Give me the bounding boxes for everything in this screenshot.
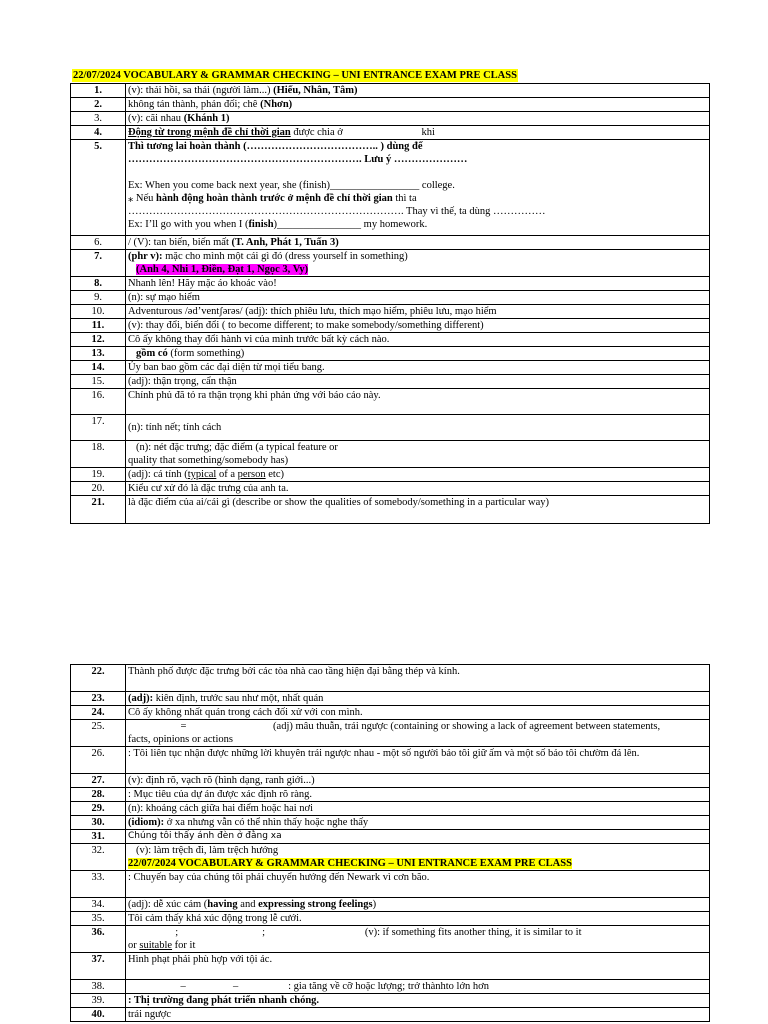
row-number: 14. xyxy=(71,361,126,375)
row-content: Hình phạt phải phù hợp với tội ác. xyxy=(126,953,710,980)
name-highlight: (Anh 4, Nhi 1, Điền, Đạt 1, Ngọc 3, Vy) xyxy=(136,264,309,275)
row-content xyxy=(126,926,710,953)
row-content: Tôi cảm thấy khá xúc động trong lễ cưới. xyxy=(126,912,710,926)
content-line: (v): làm trệch đi, làm trệch hướng xyxy=(136,845,279,856)
row-number: 29. xyxy=(71,802,126,816)
row-content xyxy=(126,140,710,236)
row-number: 39. xyxy=(71,994,126,1008)
repeated-title: 22/07/2024 VOCABULARY & GRAMMAR CHECKING – UNI ENTRANCE EXAM PRE CLASS xyxy=(128,858,572,869)
row-number: 35. xyxy=(71,912,126,926)
row-content xyxy=(126,441,710,468)
row-number: 32. xyxy=(71,844,126,871)
row-number: 15. xyxy=(71,375,126,389)
row-content xyxy=(126,720,710,747)
row-number: 25. xyxy=(71,720,126,747)
row-number: 24. xyxy=(71,706,126,720)
content-line: ; ; (v): if something fits another thing, it is similar to it xyxy=(128,927,582,938)
row-content: : Thị trường đang phát triển nhanh chóng. xyxy=(126,994,710,1008)
row-content: – – : gia tăng về cỡ hoặc lượng; trở thànhto lớn hơn xyxy=(126,980,710,994)
row-number: 38. xyxy=(71,980,126,994)
row-number: 9. xyxy=(71,291,126,305)
content-line: ……………………………………………………………………. Thay vì thế, ta dùng …………… xyxy=(128,206,546,217)
row-content: Thành phố được đặc trưng bởi các tòa nhà cao tầng hiện đại bằng thép và kính. xyxy=(126,665,710,692)
row-number: 8. xyxy=(71,277,126,291)
row-number: 1. xyxy=(71,84,126,98)
row-content: (v): định rõ, vạch rõ (hình dạng, ranh giới...) xyxy=(126,774,710,788)
row-number: 17. xyxy=(71,415,126,441)
row-content: (adj): kiên định, trước sau như một, nhất quán xyxy=(126,692,710,706)
row-number: 3. xyxy=(71,112,126,126)
row-number: 22. xyxy=(71,665,126,692)
row-number: 7. xyxy=(71,250,126,277)
row-content: (adj): thận trọng, cẩn thận xyxy=(126,375,710,389)
row-number: 13. xyxy=(71,347,126,361)
row-number: 30. xyxy=(71,816,126,830)
row-number: 37. xyxy=(71,953,126,980)
row-content: Nhanh lên! Hãy mặc áo khoác vào! xyxy=(126,277,710,291)
vocab-table-1 xyxy=(70,83,710,524)
content-line: or suitable for it xyxy=(128,940,196,951)
row-number: 5. xyxy=(71,140,126,236)
row-content xyxy=(126,844,710,871)
content-line: (n): nét đặc trưng; đặc điểm (a typical feature or xyxy=(136,442,338,453)
row-content: là đặc điểm của ai/cái gì (describe or show the qualities of somebody/something in a particular way) xyxy=(126,496,710,524)
row-number: 12. xyxy=(71,333,126,347)
content-line: Ex: When you come back next year, she (finish)_________________ college. xyxy=(128,180,455,191)
row-number: 2. xyxy=(71,98,126,112)
row-number: 36. xyxy=(71,926,126,953)
row-number: 10. xyxy=(71,305,126,319)
row-content: gồm có (form something) xyxy=(126,347,710,361)
row-content: trái ngược xyxy=(126,1008,710,1022)
row-number: 27. xyxy=(71,774,126,788)
row-number: 40. xyxy=(71,1008,126,1022)
content-line: quality that something/somebody has) xyxy=(128,455,289,466)
row-number: 19. xyxy=(71,468,126,482)
row-content: Chúng tôi thấy ánh đèn ở đằng xa xyxy=(126,830,710,844)
row-number: 33. xyxy=(71,871,126,898)
row-content: Chính phủ đã tỏ ra thận trọng khi phản ứng với báo cáo này. xyxy=(126,389,710,415)
row-content: / (V): tan biến, biến mất (T. Anh, Phát 1, Tuấn 3) xyxy=(126,236,710,250)
row-content: Adventurous /əd’ventʃərəs/ (adj): thích phiêu lưu, thích mạo hiểm, phiêu lưu, mạo hiểm xyxy=(126,305,710,319)
row-number: 4. xyxy=(71,126,126,140)
row-number: 16. xyxy=(71,389,126,415)
row-content: không tán thành, phản đối; chê (Nhơn) xyxy=(126,98,710,112)
content-line: facts, opinions or actions xyxy=(128,734,233,745)
row-number: 26. xyxy=(71,747,126,774)
row-content: Kiểu cư xử đó là đặc trưng của anh ta. xyxy=(126,482,710,496)
row-content: : Mục tiêu của dự án được xác định rõ ràng. xyxy=(126,788,710,802)
row-content: (n): tính nết; tính cách xyxy=(126,415,710,441)
row-number: 20. xyxy=(71,482,126,496)
row-content: : Chuyến bay của chúng tôi phải chuyển hướng đến Newark vì cơn bão. xyxy=(126,871,710,898)
row-content: Động từ trong mệnh đề chỉ thời gian được chia ở khi xyxy=(126,126,710,140)
page-title: 22/07/2024 VOCABULARY & GRAMMAR CHECKING – UNI ENTRANCE EXAM PRE CLASS xyxy=(73,70,517,81)
content-line: ⁎ Nếu hành động hoàn thành trước ở mệnh đề chỉ thời gian thì ta xyxy=(128,193,417,204)
row-content: Cô ấy không thay đổi hành vi của mình trước bất kỳ cách nào. xyxy=(126,333,710,347)
row-content: (v): cãi nhau (Khánh 1) xyxy=(126,112,710,126)
row-number: 23. xyxy=(71,692,126,706)
content-line: = (adj) mâu thuẫn, trái ngược (containing or showing a lack of agreement between statements, xyxy=(128,721,661,732)
row-content: (n): khoảng cách giữa hai điểm hoặc hai nơi xyxy=(126,802,710,816)
row-content: Cô ấy không nhất quán trong cách đối xử với con mình. xyxy=(126,706,710,720)
row-number: 21. xyxy=(71,496,126,524)
row-number: 18. xyxy=(71,441,126,468)
row-content: (adj): dễ xúc cảm (having and expressing strong feelings) xyxy=(126,898,710,912)
content-line: Ex: I’ll go with you when I (finish)________________ my homework. xyxy=(128,219,428,230)
row-content: (n): sự mạo hiểm xyxy=(126,291,710,305)
row-content: (v): thay đổi, biến đổi ( to become different; to make somebody/something different) xyxy=(126,319,710,333)
row-number: 11. xyxy=(71,319,126,333)
row-number: 6. xyxy=(71,236,126,250)
row-content: (phr v): mặc cho mình một cái gì đó (dress yourself in something) (Anh 4, Nhi 1, Điền, Đạt 1, Ngọc 3, Vy) xyxy=(126,250,710,277)
row-content: (v): thải hồi, sa thải (người làm...) (Hiếu, Nhân, Tâm) xyxy=(126,84,710,98)
vocab-table-2 xyxy=(70,664,710,1022)
row-number: 34. xyxy=(71,898,126,912)
row-number: 28. xyxy=(71,788,126,802)
row-content: (adj): cá tính (typical of a person etc) xyxy=(126,468,710,482)
row-number: 31. xyxy=(71,830,126,844)
row-content: (idiom): ở xa nhưng vẫn có thể nhìn thấy hoặc nghe thấy xyxy=(126,816,710,830)
row-content: : Tôi liên tục nhận được những lời khuyên trái ngược nhau - một số người bảo tôi giữ ấm và một số bảo tôi chườm đá lên. xyxy=(126,747,710,774)
content-line: …………………………………………………………. Lưu ý ………………… xyxy=(128,154,468,165)
content-line: Thì tương lai hoàn thành (……………………………….. ) dùng để xyxy=(128,141,423,152)
row-content: Ủy ban bao gồm các đại diện từ mọi tiểu bang. xyxy=(126,361,710,375)
